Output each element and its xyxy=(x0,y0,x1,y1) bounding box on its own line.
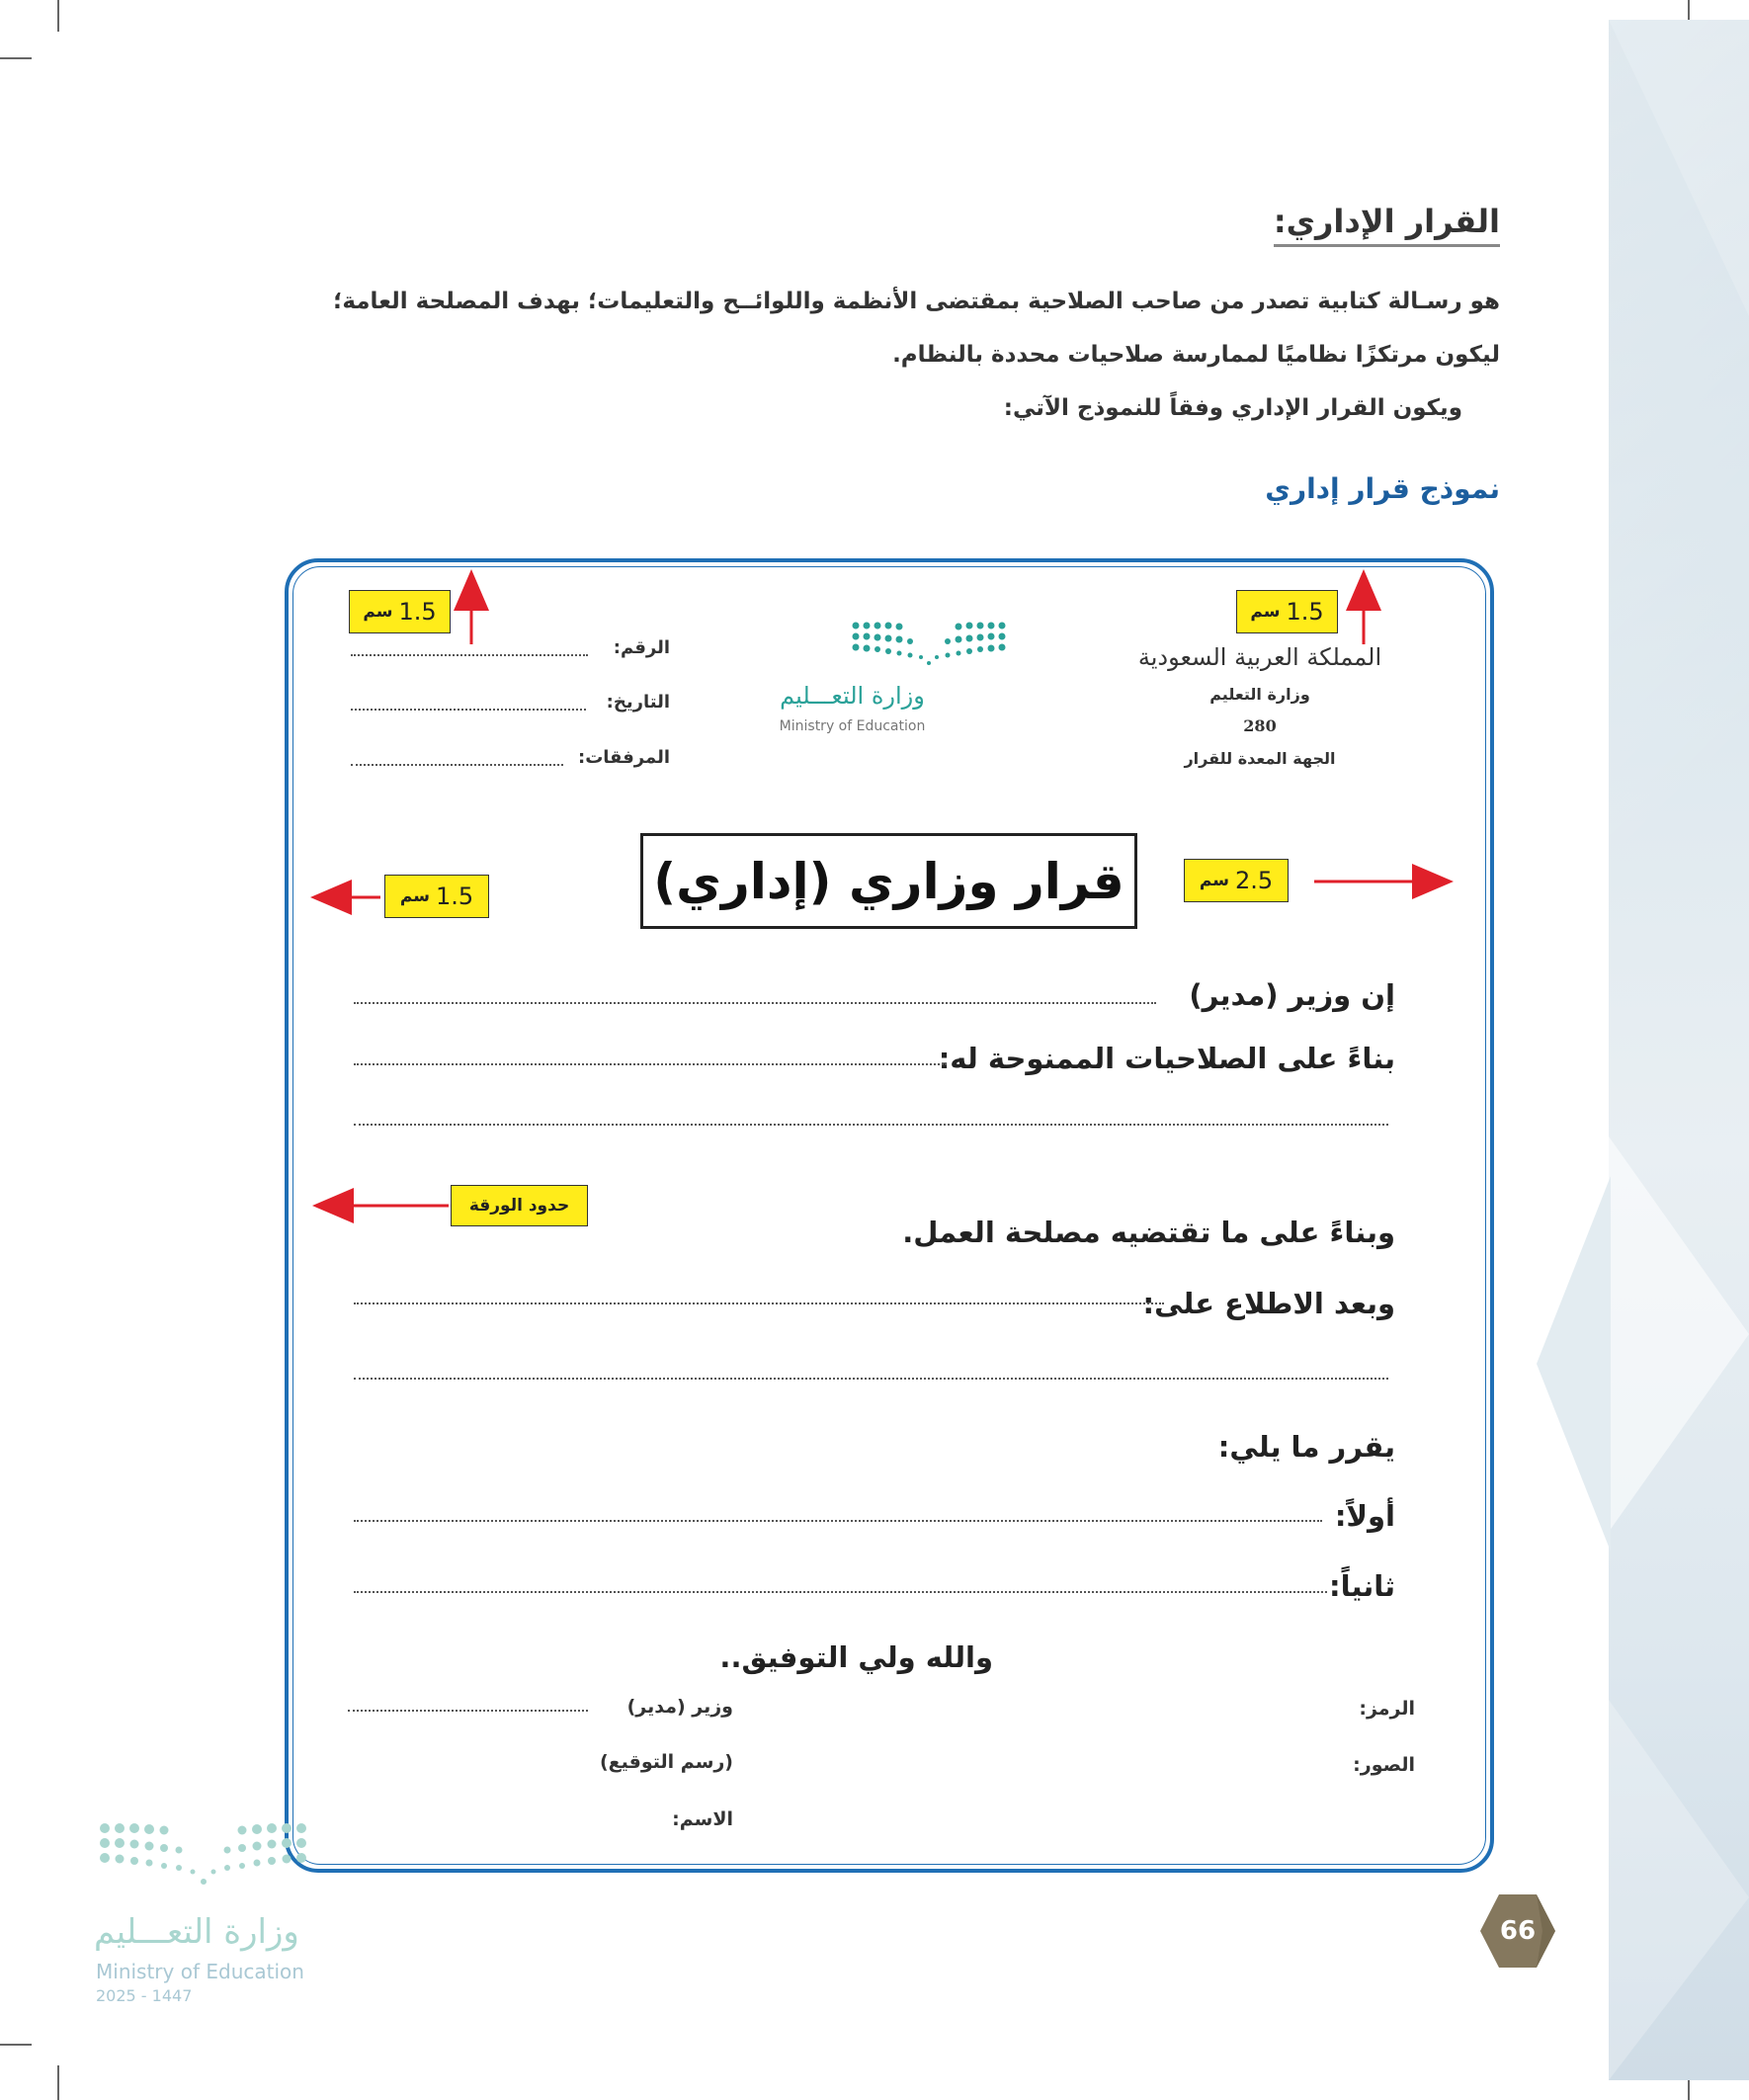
attachments-field[interactable] xyxy=(351,764,563,766)
decision-title: قرار وزاري (إداري) xyxy=(640,833,1137,929)
footer-logo-arabic: وزارة التعـــليم xyxy=(94,1912,299,1952)
kingdom-name: المملكة العربية السعودية xyxy=(1137,643,1382,671)
margin-value: 1.5 xyxy=(398,598,437,626)
page-number: 66 xyxy=(1499,1916,1537,1946)
margin-unit: سم xyxy=(363,602,393,622)
paragraph-line: ليكون مرتكزًا نظاميًا لممارسة صلاحيات محددة بالنظام. xyxy=(892,342,1500,368)
margin-unit: سم xyxy=(1250,602,1281,622)
margin-value: 1.5 xyxy=(1286,598,1324,626)
review-field-continued[interactable] xyxy=(354,1378,1388,1380)
minister-line: إن وزير (مدير) xyxy=(1189,978,1395,1012)
date-label: التاريخ: xyxy=(606,692,670,713)
margin-unit: سم xyxy=(1199,871,1229,890)
paragraph-line: ويكون القرار الإداري وفقاً للنموذج الآتي: xyxy=(1003,395,1462,421)
footer-year: 2025 - 1447 xyxy=(96,1986,193,2005)
ministry-logo-arabic: وزارة التعـــليم xyxy=(780,682,925,710)
margin-value: 2.5 xyxy=(1234,867,1274,894)
ministry-logo-dots-icon xyxy=(850,618,1008,669)
code-label: الرمز: xyxy=(1359,1698,1415,1720)
minister-signature-field[interactable] xyxy=(348,1710,588,1712)
date-field[interactable] xyxy=(351,709,586,711)
second-item-label: ثانياً: xyxy=(1329,1569,1395,1603)
authority-field[interactable] xyxy=(354,1063,947,1065)
attachments-label: المرفقات: xyxy=(578,747,670,768)
minister-field[interactable] xyxy=(354,1002,1156,1004)
number-label: الرقم: xyxy=(613,637,670,658)
model-title: نموذج قرار إداري xyxy=(1265,472,1500,505)
signature-placeholder: (رسم التوقيع) xyxy=(600,1751,733,1773)
decides-line: يقرر ما يلي: xyxy=(1217,1430,1395,1464)
first-item-field[interactable] xyxy=(354,1520,1322,1522)
authority-field-continued[interactable] xyxy=(354,1124,1388,1126)
section-title: القرار الإداري: xyxy=(1274,203,1500,247)
department-name: الجهة المعدة للقرار xyxy=(1184,749,1336,768)
number-field[interactable] xyxy=(351,654,588,656)
margin-unit: سم xyxy=(399,886,430,906)
review-field[interactable] xyxy=(354,1302,1164,1304)
first-item-label: أولاً: xyxy=(1334,1499,1395,1533)
interest-line: وبناءً على ما تقتضيه مصلحة العمل. xyxy=(902,1216,1395,1249)
name-label: الاسم: xyxy=(672,1808,733,1830)
footer-logo-english: Ministry of Education xyxy=(96,1960,304,1983)
review-line: وبعد الاطلاع على: xyxy=(1142,1287,1395,1320)
page-number-badge xyxy=(1479,1892,1556,1970)
paper-border-label: حدود الورقة xyxy=(451,1185,588,1226)
copies-label: الصور: xyxy=(1353,1754,1415,1776)
authority-line: بناءً على الصلاحيات الممنوحة له: xyxy=(938,1042,1395,1075)
ministry-name: وزارة التعليم xyxy=(1209,685,1310,704)
ministry-logo-english: Ministry of Education xyxy=(779,718,926,734)
footer-ministry-logo-dots-icon xyxy=(97,1818,309,1895)
second-item-field[interactable] xyxy=(354,1591,1327,1593)
margin-value: 1.5 xyxy=(435,882,474,910)
closing-line: والله ولي التوفيق.. xyxy=(719,1640,993,1674)
ministry-number: 280 xyxy=(1243,716,1277,735)
minister-signature-title: وزير (مدير) xyxy=(626,1696,733,1718)
paragraph-line: هو رسـالة كتابية تصدر من صاحب الصلاحية بمقتضى الأنظمة واللوائــح والتعليمات؛ بهدف المصلحة العامة؛ xyxy=(333,289,1500,314)
